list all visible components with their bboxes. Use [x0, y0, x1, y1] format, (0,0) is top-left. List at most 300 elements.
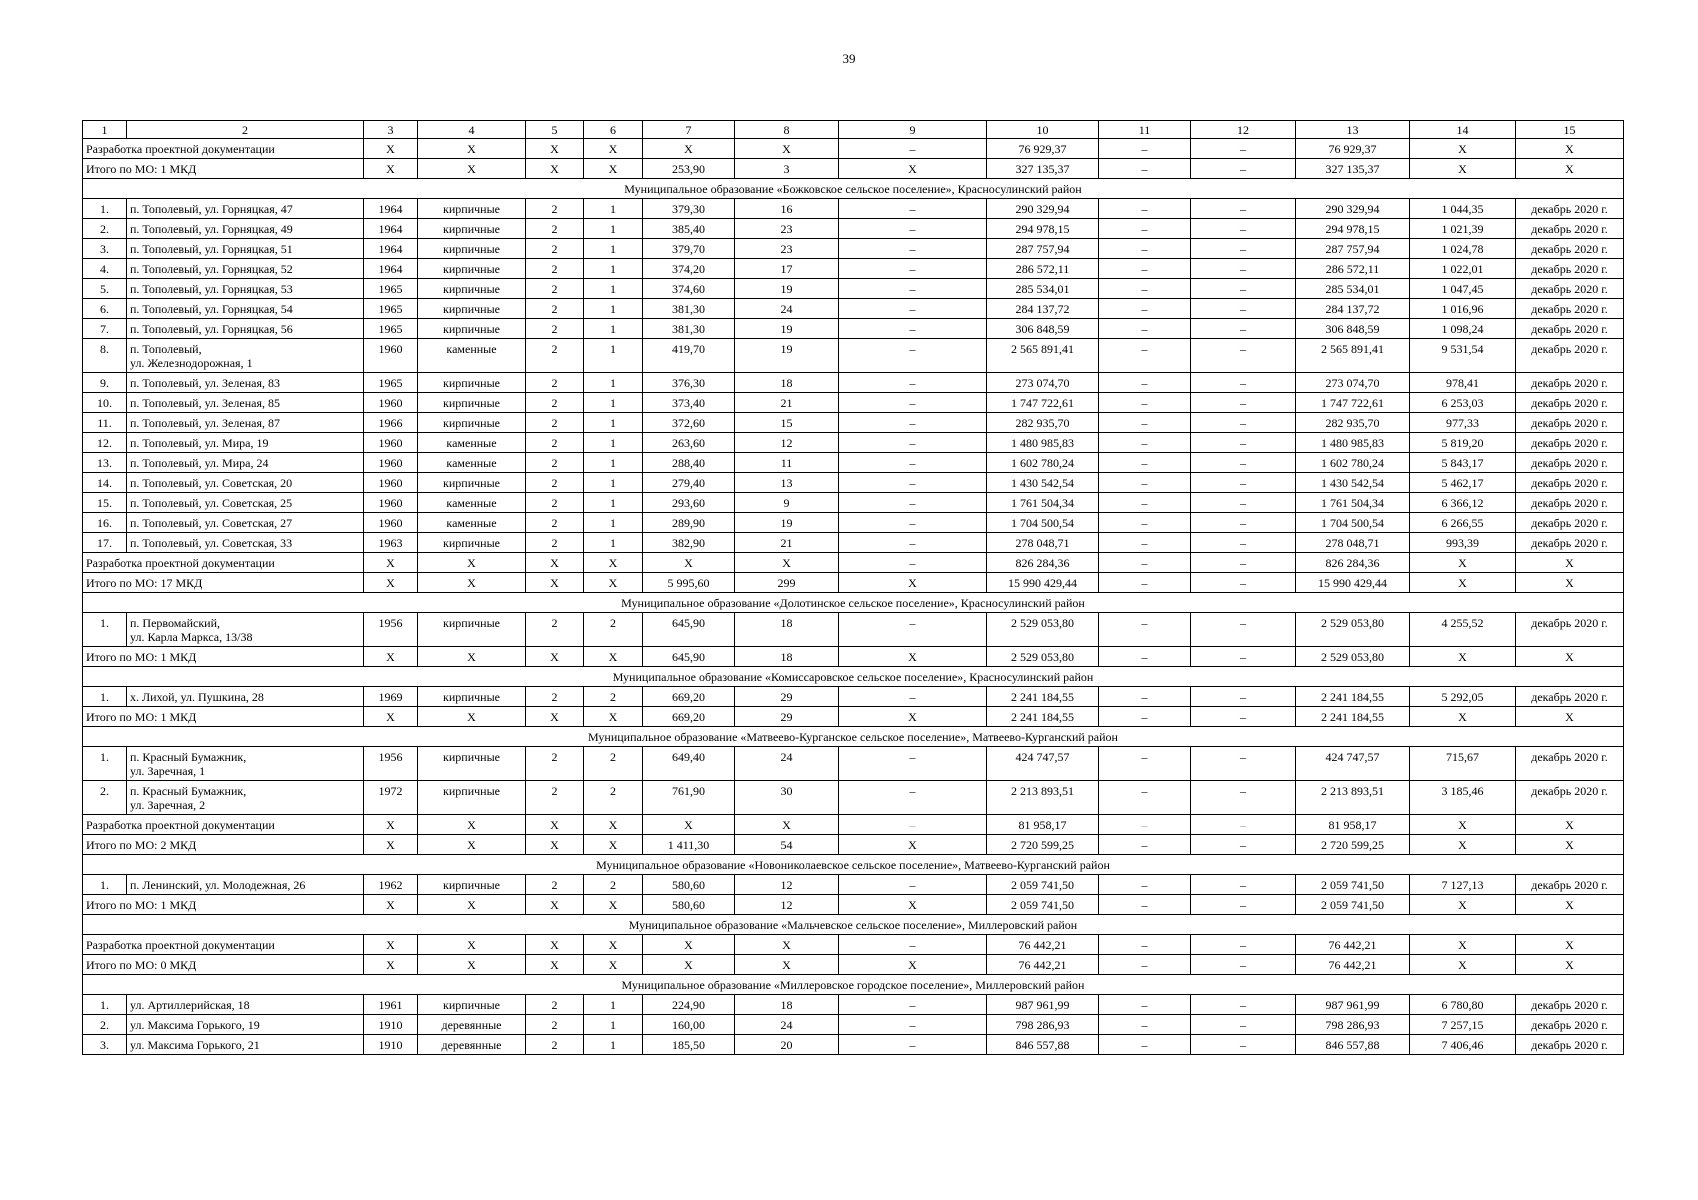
cell-col-8: 19 [735, 319, 839, 339]
cell-col-11: – [1099, 279, 1191, 299]
cell-col-12: – [1191, 279, 1296, 299]
subtotal-cell-col-5: X [526, 895, 584, 915]
subtotal-cell-col-14: X [1410, 553, 1516, 573]
subtotal-cell-col-3: X [364, 139, 418, 159]
row-number: 3. [83, 1035, 127, 1055]
subtotal-cell-col-11: – [1099, 895, 1191, 915]
building-row [83, 473, 1624, 493]
cell-col-12: – [1191, 613, 1296, 647]
cell-col-15: декабрь 2020 г. [1516, 687, 1624, 707]
cell-col-13: 1 704 500,54 [1296, 513, 1410, 533]
housing-program-table [82, 120, 1624, 1055]
cell-col-6: 2 [584, 781, 643, 815]
cell-col-14: 715,67 [1410, 747, 1516, 781]
cell-col-9: – [839, 453, 987, 473]
subtotal-cell-col-6: X [584, 955, 643, 975]
address-line-2: ул. Заречная, 2 [130, 798, 206, 812]
cell-col-4: кирпичные [418, 533, 526, 553]
cell-col-7: 293,60 [643, 493, 735, 513]
cell-col-10: 1 430 542,54 [987, 473, 1099, 493]
row-number: 8. [83, 339, 127, 373]
cell-col-6: 1 [584, 339, 643, 373]
cell-col-10: 285 534,01 [987, 279, 1099, 299]
cell-col-5: 2 [526, 413, 584, 433]
cell-col-9: – [839, 319, 987, 339]
subtotal-cell-col-9: – [839, 553, 987, 573]
cell-col-12: – [1191, 1015, 1296, 1035]
cell-col-9: – [839, 393, 987, 413]
building-row [83, 513, 1624, 533]
address-line-2: ул. Карла Маркса, 13/38 [130, 630, 253, 644]
subtotal-row [83, 647, 1624, 667]
cell-col-9: – [839, 747, 987, 781]
subtotal-cell-col-6: X [584, 553, 643, 573]
subtotal-row [83, 815, 1624, 835]
cell-col-3: 1964 [364, 199, 418, 219]
subtotal-cell-col-12: – [1191, 553, 1296, 573]
cell-col-9: – [839, 239, 987, 259]
subtotal-cell-col-13: 2 059 741,50 [1296, 895, 1410, 915]
subtotal-cell-col-7: 5 995,60 [643, 573, 735, 593]
subtotal-cell-col-12: – [1191, 573, 1296, 593]
cell-col-11: – [1099, 319, 1191, 339]
municipality-header-row [83, 593, 1624, 613]
subtotal-cell-col-8: 3 [735, 159, 839, 179]
subtotal-cell-col-6: X [584, 935, 643, 955]
subtotal-cell-col-6: X [584, 647, 643, 667]
subtotal-cell-col-13: 15 990 429,44 [1296, 573, 1410, 593]
column-number-10: 10 [987, 121, 1099, 139]
cell-col-3: 1960 [364, 339, 418, 373]
cell-col-14: 5 462,17 [1410, 473, 1516, 493]
cell-col-7: 185,50 [643, 1035, 735, 1055]
cell-col-10: 284 137,72 [987, 299, 1099, 319]
subtotal-label: Итого по МО: 1 МКД [83, 159, 364, 179]
subtotal-cell-col-4: X [418, 573, 526, 593]
cell-col-9: – [839, 687, 987, 707]
cell-col-13: 2 241 184,55 [1296, 687, 1410, 707]
cell-col-15: декабрь 2020 г. [1516, 781, 1624, 815]
cell-col-5: 2 [526, 259, 584, 279]
cell-col-8: 24 [735, 747, 839, 781]
cell-col-11: – [1099, 1035, 1191, 1055]
cell-col-4: кирпичные [418, 299, 526, 319]
cell-col-12: – [1191, 339, 1296, 373]
subtotal-cell-col-10: 76 929,37 [987, 139, 1099, 159]
cell-col-11: – [1099, 299, 1191, 319]
address-line: ул. Максима Горького, 19 [130, 1018, 260, 1032]
subtotal-cell-col-11: – [1099, 647, 1191, 667]
cell-col-3: 1910 [364, 1035, 418, 1055]
subtotal-cell-col-9: X [839, 955, 987, 975]
cell-col-10: 306 848,59 [987, 319, 1099, 339]
cell-col-10: 1 480 985,83 [987, 433, 1099, 453]
cell-col-15: декабрь 2020 г. [1516, 433, 1624, 453]
cell-col-13: 987 961,99 [1296, 995, 1410, 1015]
cell-col-15: декабрь 2020 г. [1516, 219, 1624, 239]
subtotal-label: Итого по МО: 1 МКД [83, 895, 364, 915]
subtotal-cell-col-11: – [1099, 935, 1191, 955]
subtotal-cell-col-5: X [526, 139, 584, 159]
cell-col-9: – [839, 413, 987, 433]
row-number: 14. [83, 473, 127, 493]
cell-col-13: 798 286,93 [1296, 1015, 1410, 1035]
subtotal-cell-col-15: X [1516, 553, 1624, 573]
cell-col-15: декабрь 2020 г. [1516, 373, 1624, 393]
column-number-15: 15 [1516, 121, 1624, 139]
building-address [127, 687, 364, 707]
cell-col-15: декабрь 2020 г. [1516, 533, 1624, 553]
cell-col-15: декабрь 2020 г. [1516, 1035, 1624, 1055]
column-number-11: 11 [1099, 121, 1191, 139]
row-number: 12. [83, 433, 127, 453]
subtotal-cell-col-9: – [839, 139, 987, 159]
subtotal-cell-col-11: – [1099, 955, 1191, 975]
cell-col-5: 2 [526, 373, 584, 393]
cell-col-7: 382,90 [643, 533, 735, 553]
address-line: п. Тополевый, ул. Советская, 20 [130, 476, 293, 490]
building-row [83, 433, 1624, 453]
cell-col-9: – [839, 199, 987, 219]
cell-col-13: 2 059 741,50 [1296, 875, 1410, 895]
cell-col-8: 19 [735, 279, 839, 299]
address-line: п. Тополевый, ул. Горняцкая, 53 [130, 282, 293, 296]
building-address [127, 533, 364, 553]
column-number-13: 13 [1296, 121, 1410, 139]
address-line: п. Тополевый, ул. Советская, 33 [130, 536, 293, 550]
row-number: 6. [83, 299, 127, 319]
subtotal-cell-col-6: X [584, 835, 643, 855]
building-address [127, 995, 364, 1015]
cell-col-10: 287 757,94 [987, 239, 1099, 259]
cell-col-8: 21 [735, 533, 839, 553]
cell-col-13: 2 565 891,41 [1296, 339, 1410, 373]
cell-col-10: 2 059 741,50 [987, 875, 1099, 895]
cell-col-5: 2 [526, 339, 584, 373]
cell-col-11: – [1099, 533, 1191, 553]
subtotal-cell-col-9: X [839, 707, 987, 727]
cell-col-4: деревянные [418, 1015, 526, 1035]
cell-col-5: 2 [526, 453, 584, 473]
cell-col-9: – [839, 493, 987, 513]
subtotal-label: Разработка проектной документации [83, 815, 364, 835]
building-row [83, 279, 1624, 299]
subtotal-cell-col-4: X [418, 835, 526, 855]
subtotal-cell-col-15: X [1516, 707, 1624, 727]
cell-col-5: 2 [526, 299, 584, 319]
subtotal-cell-col-10: 2 059 741,50 [987, 895, 1099, 915]
subtotal-cell-col-13: 2 529 053,80 [1296, 647, 1410, 667]
cell-col-4: каменные [418, 433, 526, 453]
cell-col-14: 5 292,05 [1410, 687, 1516, 707]
row-number: 1. [83, 613, 127, 647]
cell-col-13: 1 430 542,54 [1296, 473, 1410, 493]
cell-col-11: – [1099, 747, 1191, 781]
subtotal-cell-col-4: X [418, 935, 526, 955]
cell-col-6: 1 [584, 1015, 643, 1035]
cell-col-3: 1966 [364, 413, 418, 433]
cell-col-5: 2 [526, 319, 584, 339]
cell-col-12: – [1191, 413, 1296, 433]
subtotal-cell-col-3: X [364, 647, 418, 667]
building-row [83, 533, 1624, 553]
address-line: п. Тополевый, ул. Зеленая, 87 [130, 416, 280, 430]
row-number: 7. [83, 319, 127, 339]
subtotal-row [83, 573, 1624, 593]
cell-col-13: 1 761 504,34 [1296, 493, 1410, 513]
row-number: 11. [83, 413, 127, 433]
cell-col-9: – [839, 433, 987, 453]
row-number: 1. [83, 687, 127, 707]
subtotal-cell-col-6: X [584, 707, 643, 727]
subtotal-cell-col-6: X [584, 815, 643, 835]
cell-col-15: декабрь 2020 г. [1516, 319, 1624, 339]
subtotal-label: Итого по МО: 0 МКД [83, 955, 364, 975]
cell-col-4: кирпичные [418, 373, 526, 393]
row-number: 2. [83, 781, 127, 815]
address-line: ул. Максима Горького, 21 [130, 1038, 260, 1052]
subtotal-cell-col-6: X [584, 159, 643, 179]
building-address [127, 781, 364, 815]
cell-col-5: 2 [526, 1035, 584, 1055]
cell-col-6: 2 [584, 613, 643, 647]
municipality-header-row [83, 667, 1624, 687]
cell-col-9: – [839, 613, 987, 647]
subtotal-cell-col-13: 2 241 184,55 [1296, 707, 1410, 727]
cell-col-13: 284 137,72 [1296, 299, 1410, 319]
building-row [83, 413, 1624, 433]
cell-col-3: 1965 [364, 279, 418, 299]
cell-col-6: 1 [584, 533, 643, 553]
municipality-name: Муниципальное образование «Новониколаевское сельское поселение», Матвеево-Курганский район [83, 855, 1624, 875]
cell-col-9: – [839, 259, 987, 279]
address-line: п. Красный Бумажник, [130, 750, 247, 764]
cell-col-7: 224,90 [643, 995, 735, 1015]
cell-col-12: – [1191, 299, 1296, 319]
subtotal-cell-col-15: X [1516, 139, 1624, 159]
cell-col-5: 2 [526, 219, 584, 239]
cell-col-11: – [1099, 995, 1191, 1015]
cell-col-9: – [839, 373, 987, 393]
cell-col-3: 1965 [364, 299, 418, 319]
cell-col-12: – [1191, 259, 1296, 279]
cell-col-14: 7 406,46 [1410, 1035, 1516, 1055]
cell-col-8: 18 [735, 995, 839, 1015]
cell-col-3: 1960 [364, 473, 418, 493]
cell-col-12: – [1191, 533, 1296, 553]
cell-col-8: 12 [735, 875, 839, 895]
cell-col-14: 1 047,45 [1410, 279, 1516, 299]
cell-col-15: декабрь 2020 г. [1516, 299, 1624, 319]
cell-col-13: 294 978,15 [1296, 219, 1410, 239]
address-line: п. Тополевый, ул. Мира, 19 [130, 436, 269, 450]
cell-col-13: 278 048,71 [1296, 533, 1410, 553]
cell-col-4: кирпичные [418, 875, 526, 895]
column-number-6: 6 [584, 121, 643, 139]
subtotal-cell-col-4: X [418, 647, 526, 667]
address-line: п. Тополевый, ул. Горняцкая, 51 [130, 242, 293, 256]
cell-col-6: 1 [584, 239, 643, 259]
cell-col-8: 23 [735, 219, 839, 239]
building-row [83, 339, 1624, 373]
cell-col-12: – [1191, 687, 1296, 707]
cell-col-7: 379,30 [643, 199, 735, 219]
subtotal-label: Итого по МО: 2 МКД [83, 835, 364, 855]
subtotal-cell-col-6: X [584, 895, 643, 915]
cell-col-3: 1969 [364, 687, 418, 707]
cell-col-10: 846 557,88 [987, 1035, 1099, 1055]
cell-col-3: 1972 [364, 781, 418, 815]
cell-col-3: 1965 [364, 373, 418, 393]
cell-col-4: кирпичные [418, 781, 526, 815]
cell-col-12: – [1191, 319, 1296, 339]
cell-col-15: декабрь 2020 г. [1516, 239, 1624, 259]
subtotal-cell-col-5: X [526, 707, 584, 727]
subtotal-cell-col-15: X [1516, 895, 1624, 915]
cell-col-4: кирпичные [418, 219, 526, 239]
cell-col-5: 2 [526, 747, 584, 781]
cell-col-9: – [839, 1035, 987, 1055]
subtotal-cell-col-13: 76 442,21 [1296, 955, 1410, 975]
cell-col-11: – [1099, 613, 1191, 647]
subtotal-label: Итого по МО: 17 МКД [83, 573, 364, 593]
address-line: п. Тополевый, ул. Горняцкая, 52 [130, 262, 293, 276]
cell-col-12: – [1191, 393, 1296, 413]
cell-col-8: 30 [735, 781, 839, 815]
column-number-4: 4 [418, 121, 526, 139]
subtotal-cell-col-12: – [1191, 647, 1296, 667]
cell-col-12: – [1191, 453, 1296, 473]
cell-col-14: 7 127,13 [1410, 875, 1516, 895]
cell-col-7: 160,00 [643, 1015, 735, 1035]
subtotal-cell-col-12: – [1191, 707, 1296, 727]
building-address [127, 613, 364, 647]
subtotal-cell-col-11: – [1099, 835, 1191, 855]
cell-col-4: кирпичные [418, 613, 526, 647]
row-number: 1. [83, 747, 127, 781]
cell-col-5: 2 [526, 239, 584, 259]
subtotal-cell-col-10: 76 442,21 [987, 935, 1099, 955]
municipality-name: Муниципальное образование «Миллеровское городское поселение», Миллеровский район [83, 975, 1624, 995]
building-row [83, 239, 1624, 259]
subtotal-cell-col-14: X [1410, 707, 1516, 727]
row-number: 1. [83, 995, 127, 1015]
subtotal-cell-col-8: X [735, 935, 839, 955]
building-address [127, 239, 364, 259]
cell-col-4: кирпичные [418, 199, 526, 219]
cell-col-15: декабрь 2020 г. [1516, 453, 1624, 473]
subtotal-label: Разработка проектной документации [83, 553, 364, 573]
address-line: п. Тополевый, [130, 342, 202, 356]
cell-col-10: 1 704 500,54 [987, 513, 1099, 533]
subtotal-cell-col-11: – [1099, 139, 1191, 159]
cell-col-4: каменные [418, 453, 526, 473]
address-line: п. Тополевый, ул. Зеленая, 85 [130, 396, 280, 410]
address-line: ул. Артиллерийская, 18 [130, 998, 250, 1012]
cell-col-5: 2 [526, 513, 584, 533]
address-line: х. Лихой, ул. Пушкина, 28 [130, 690, 264, 704]
cell-col-3: 1961 [364, 995, 418, 1015]
subtotal-cell-col-3: X [364, 895, 418, 915]
cell-col-7: 376,30 [643, 373, 735, 393]
cell-col-13: 1 480 985,83 [1296, 433, 1410, 453]
subtotal-cell-col-13: 826 284,36 [1296, 553, 1410, 573]
subtotal-cell-col-14: X [1410, 835, 1516, 855]
cell-col-3: 1960 [364, 433, 418, 453]
cell-col-7: 761,90 [643, 781, 735, 815]
cell-col-5: 2 [526, 493, 584, 513]
cell-col-12: – [1191, 199, 1296, 219]
cell-col-14: 6 780,80 [1410, 995, 1516, 1015]
cell-col-7: 372,60 [643, 413, 735, 433]
subtotal-cell-col-15: X [1516, 815, 1624, 835]
cell-col-6: 1 [584, 513, 643, 533]
cell-col-5: 2 [526, 613, 584, 647]
subtotal-cell-col-5: X [526, 573, 584, 593]
building-row [83, 493, 1624, 513]
cell-col-7: 374,20 [643, 259, 735, 279]
cell-col-6: 2 [584, 687, 643, 707]
municipality-header-row [83, 855, 1624, 875]
cell-col-6: 1 [584, 413, 643, 433]
cell-col-8: 15 [735, 413, 839, 433]
subtotal-cell-col-14: X [1410, 895, 1516, 915]
row-number: 2. [83, 219, 127, 239]
cell-col-8: 9 [735, 493, 839, 513]
subtotal-cell-col-10: 826 284,36 [987, 553, 1099, 573]
subtotal-row [83, 159, 1624, 179]
cell-col-5: 2 [526, 279, 584, 299]
subtotal-label: Разработка проектной документации [83, 139, 364, 159]
address-line: п. Тополевый, ул. Зеленая, 83 [130, 376, 280, 390]
subtotal-cell-col-12: – [1191, 935, 1296, 955]
subtotal-cell-col-8: 29 [735, 707, 839, 727]
subtotal-cell-col-8: X [735, 955, 839, 975]
cell-col-12: – [1191, 781, 1296, 815]
cell-col-8: 17 [735, 259, 839, 279]
subtotal-cell-col-14: X [1410, 647, 1516, 667]
subtotal-cell-col-14: X [1410, 573, 1516, 593]
building-row [83, 453, 1624, 473]
cell-col-3: 1965 [364, 319, 418, 339]
building-address [127, 473, 364, 493]
subtotal-cell-col-7: 253,90 [643, 159, 735, 179]
subtotal-cell-col-3: X [364, 935, 418, 955]
subtotal-label: Разработка проектной документации [83, 935, 364, 955]
cell-col-8: 18 [735, 613, 839, 647]
subtotal-cell-col-7: 645,90 [643, 647, 735, 667]
cell-col-5: 2 [526, 473, 584, 493]
building-address [127, 199, 364, 219]
cell-col-14: 7 257,15 [1410, 1015, 1516, 1035]
subtotal-cell-col-8: X [735, 139, 839, 159]
cell-col-11: – [1099, 373, 1191, 393]
cell-col-15: декабрь 2020 г. [1516, 413, 1624, 433]
cell-col-14: 5 843,17 [1410, 453, 1516, 473]
cell-col-11: – [1099, 513, 1191, 533]
cell-col-15: декабрь 2020 г. [1516, 747, 1624, 781]
cell-col-10: 2 241 184,55 [987, 687, 1099, 707]
building-address [127, 393, 364, 413]
cell-col-6: 1 [584, 259, 643, 279]
building-row [83, 1035, 1624, 1055]
cell-col-10: 294 978,15 [987, 219, 1099, 239]
address-line: п. Тополевый, ул. Горняцкая, 49 [130, 222, 293, 236]
subtotal-cell-col-15: X [1516, 835, 1624, 855]
subtotal-cell-col-3: X [364, 159, 418, 179]
cell-col-5: 2 [526, 875, 584, 895]
cell-col-6: 1 [584, 279, 643, 299]
